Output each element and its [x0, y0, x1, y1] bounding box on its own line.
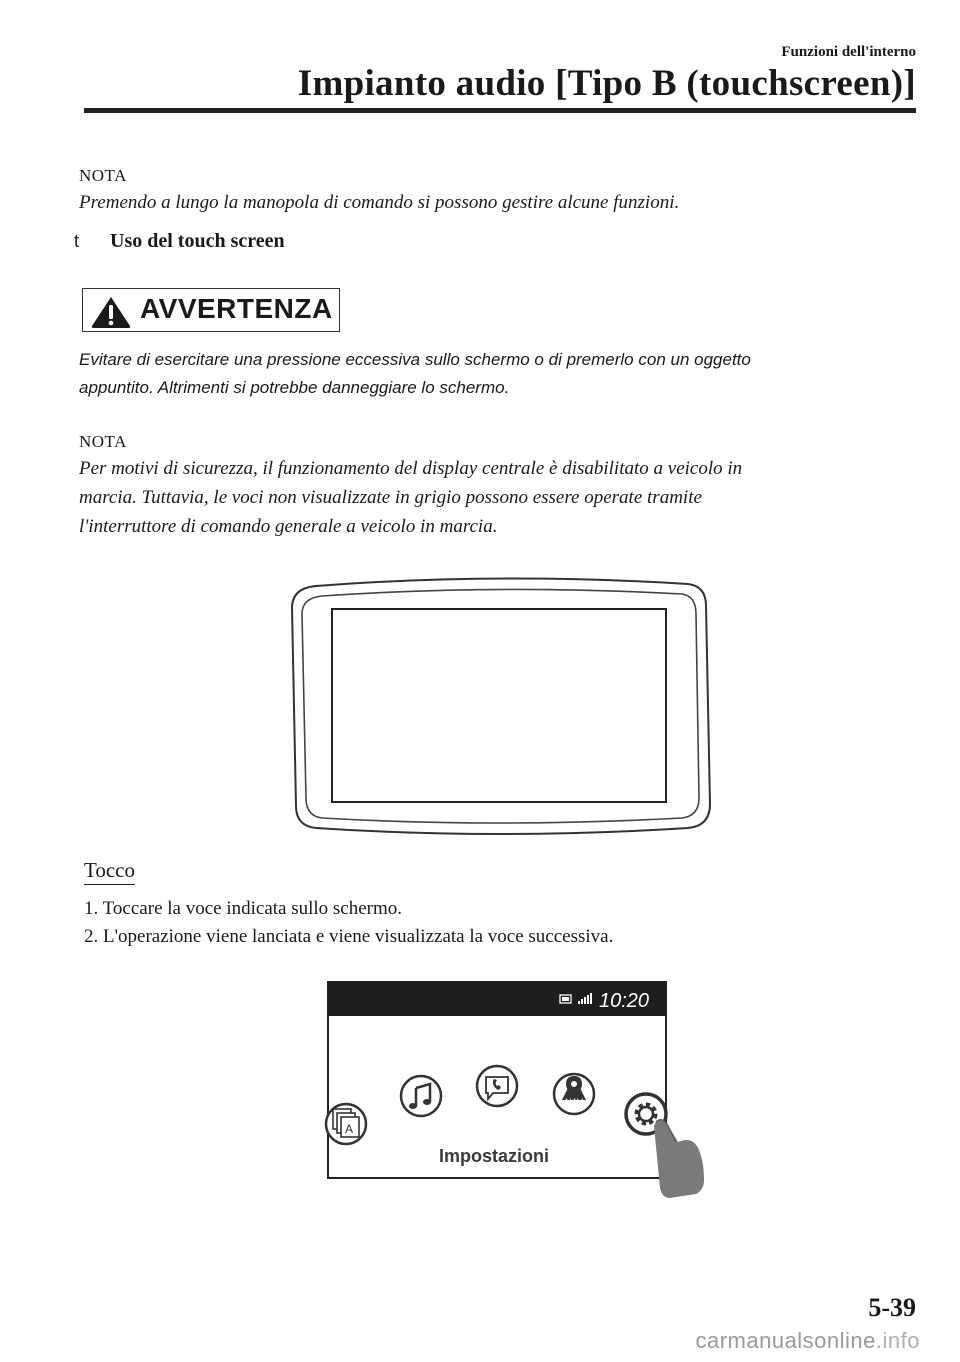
music-icon: [401, 1076, 441, 1116]
note-line: l'interruttore di comando generale a veicolo in marcia.: [79, 516, 498, 537]
note-label: NOTA: [79, 432, 127, 451]
page-number: 5-39: [868, 1293, 916, 1322]
nav-label: NAV: [565, 1097, 583, 1107]
header-divider: [84, 108, 916, 113]
tocco-heading: Tocco: [84, 858, 135, 883]
touchscreen-illustration: [320, 976, 720, 1206]
step-item: 1. Toccare la voce indicata sullo schermo.: [84, 898, 403, 919]
subsection-title: Uso del touch screen: [110, 230, 285, 252]
page-title: Impianto audio [Tipo B (touchscreen)]: [297, 63, 916, 104]
apps-badge-text: A: [345, 1122, 354, 1136]
warning-line: Evitare di esercitare una pressione eccessiva sullo schermo o di premerlo con un oggetto: [79, 350, 751, 369]
navigation-icon: [554, 1074, 594, 1114]
warning-text: [79, 346, 899, 402]
note-text: Premendo a lungo la manopola di comando si possono gestire alcune funzioni.: [79, 192, 680, 213]
apps-icon: [326, 1104, 366, 1144]
note-line: marcia. Tuttavia, le voci non visualizzate in grigio possono essere operate tramite: [79, 487, 702, 508]
note-label: NOTA: [79, 166, 127, 185]
note-text: [79, 454, 742, 541]
subsection-heading: [74, 230, 285, 253]
selected-app-label: Impostazioni: [439, 1146, 550, 1166]
finger-pointer-icon: [654, 1120, 704, 1198]
warning-label: AVVERTENZA: [140, 293, 333, 324]
step-item: 2. L'operazione viene lanciata e viene visualizzata la voce successiva.: [84, 926, 614, 947]
center-display-illustration: [288, 574, 716, 840]
warning-triangle-icon: [90, 295, 132, 329]
watermark: carmanualsonline.info: [695, 1328, 920, 1353]
note-line: Per motivi di sicurezza, il funzionamento del display centrale è disabilitato a veicolo in: [79, 458, 743, 479]
clock-text: 10:20: [599, 990, 650, 1012]
bullet-marker: t: [74, 231, 80, 251]
phone-icon: [477, 1066, 517, 1106]
warning-line: appuntito. Altrimenti si potrebbe danneggiare lo schermo.: [79, 378, 510, 397]
section-title: Funzioni dell'interno: [781, 44, 916, 60]
